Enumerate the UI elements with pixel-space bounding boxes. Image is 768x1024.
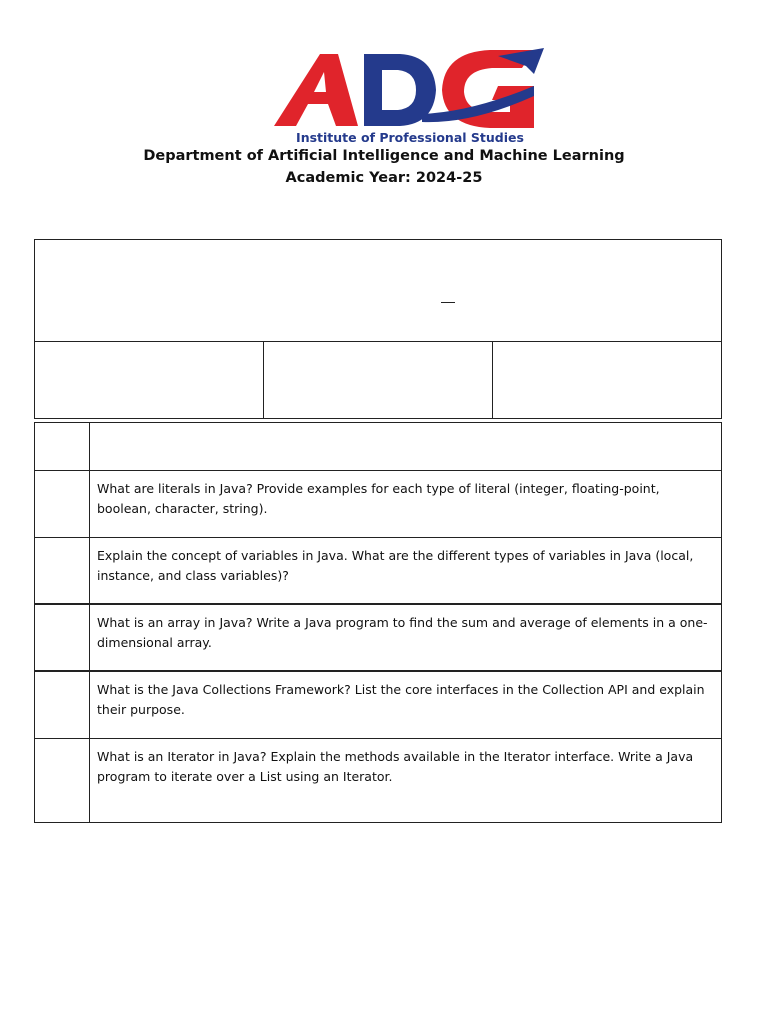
number-cell — [35, 672, 90, 738]
question-row — [35, 739, 721, 822]
question-row — [35, 605, 721, 672]
question-text: What is the Java Collections Framework? List the core interfaces in the Collection API and explain their purpose. — [97, 682, 705, 717]
logo-tagline: Institute of Professional Studies — [296, 130, 524, 145]
question-text: What is an array in Java? Write a Java program to find the sum and average of elements in a one-dimensional array. — [97, 615, 708, 650]
questions-header-row — [35, 423, 721, 471]
info-cell — [35, 342, 264, 419]
question-text: Explain the concept of variables in Java. What are the different types of variables in Java (local, instance, and class variables)? — [97, 548, 694, 583]
info-header-cell — [35, 240, 721, 342]
info-cell — [264, 342, 493, 419]
questions-table — [34, 422, 722, 823]
academic-year-heading: Academic Year: 2024-25 — [285, 170, 483, 186]
info-cell — [493, 342, 721, 419]
number-cell — [35, 538, 90, 603]
number-cell — [35, 605, 90, 670]
institute-logo — [272, 42, 548, 146]
number-cell — [35, 471, 90, 537]
department-heading: Department of Artificial Intelligence and Machine Learning — [143, 148, 625, 164]
question-text: What is an Iterator in Java? Explain the methods available in the Iterator interface. Write a Java program to iterate over a List using an Iterator. — [97, 749, 694, 784]
info-row — [35, 342, 721, 419]
question-row — [35, 471, 721, 538]
question-row — [35, 672, 721, 739]
number-cell — [35, 423, 90, 470]
info-table — [34, 239, 722, 419]
number-cell — [35, 739, 90, 822]
header-cell — [90, 423, 721, 470]
blank-line-mark — [441, 302, 455, 303]
question-row — [35, 538, 721, 605]
question-text: What are literals in Java? Provide examples for each type of literal (integer, floating-point, boolean, character, string). — [97, 481, 660, 516]
